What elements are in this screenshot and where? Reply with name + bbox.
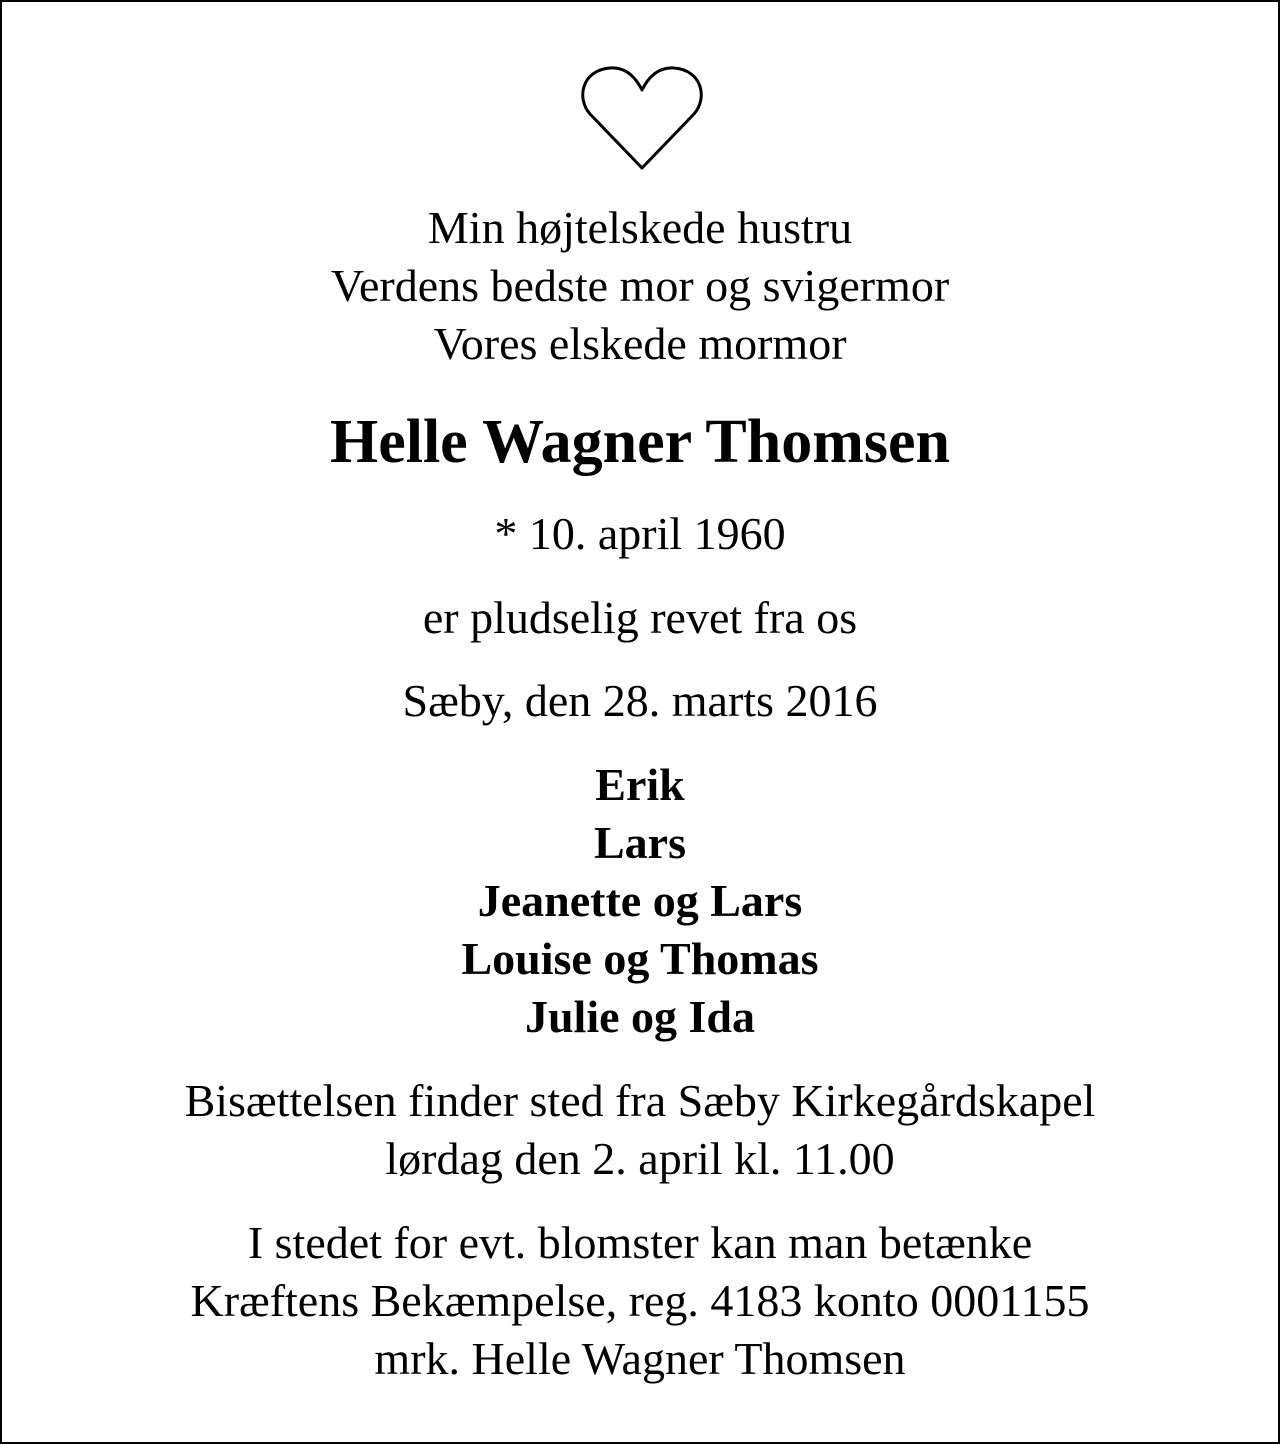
family-line: Erik [595, 759, 685, 810]
donation-line: Kræftens Bekæmpelse, reg. 4183 konto 0001155 [190, 1275, 1090, 1326]
family-signatures [2, 756, 1278, 1046]
family-line: Jeanette og Lars [477, 875, 803, 926]
donation-line: I stedet for evt. blomster kan man betænke [247, 1217, 1033, 1268]
funeral-line: Bisættelsen finder sted fra Sæby Kirkegårdskapel [184, 1075, 1096, 1126]
birth-date: * 10. april 1960 [494, 508, 786, 559]
place-and-date: Sæby, den 28. marts 2016 [402, 675, 878, 726]
passing-statement: er pludselig revet fra os [422, 592, 858, 643]
heart-icon [580, 64, 704, 172]
family-line: Lars [594, 817, 686, 868]
family-line: Julie og Ida [524, 991, 756, 1042]
funeral-line: lørdag den 2. april kl. 11.00 [385, 1133, 895, 1184]
donation-info [2, 1214, 1278, 1388]
intro-line: Vores elskede mormor [433, 318, 847, 369]
deceased-name: Helle Wagner Thomsen [329, 408, 951, 476]
funeral-info [2, 1072, 1278, 1188]
donation-line: mrk. Helle Wagner Thomsen [374, 1333, 906, 1384]
intro-text [2, 199, 1278, 373]
intro-line: Verdens bedste mor og svigermor [330, 260, 950, 311]
intro-line: Min højtelskede hustru [427, 202, 853, 253]
family-line: Louise og Thomas [461, 933, 819, 984]
